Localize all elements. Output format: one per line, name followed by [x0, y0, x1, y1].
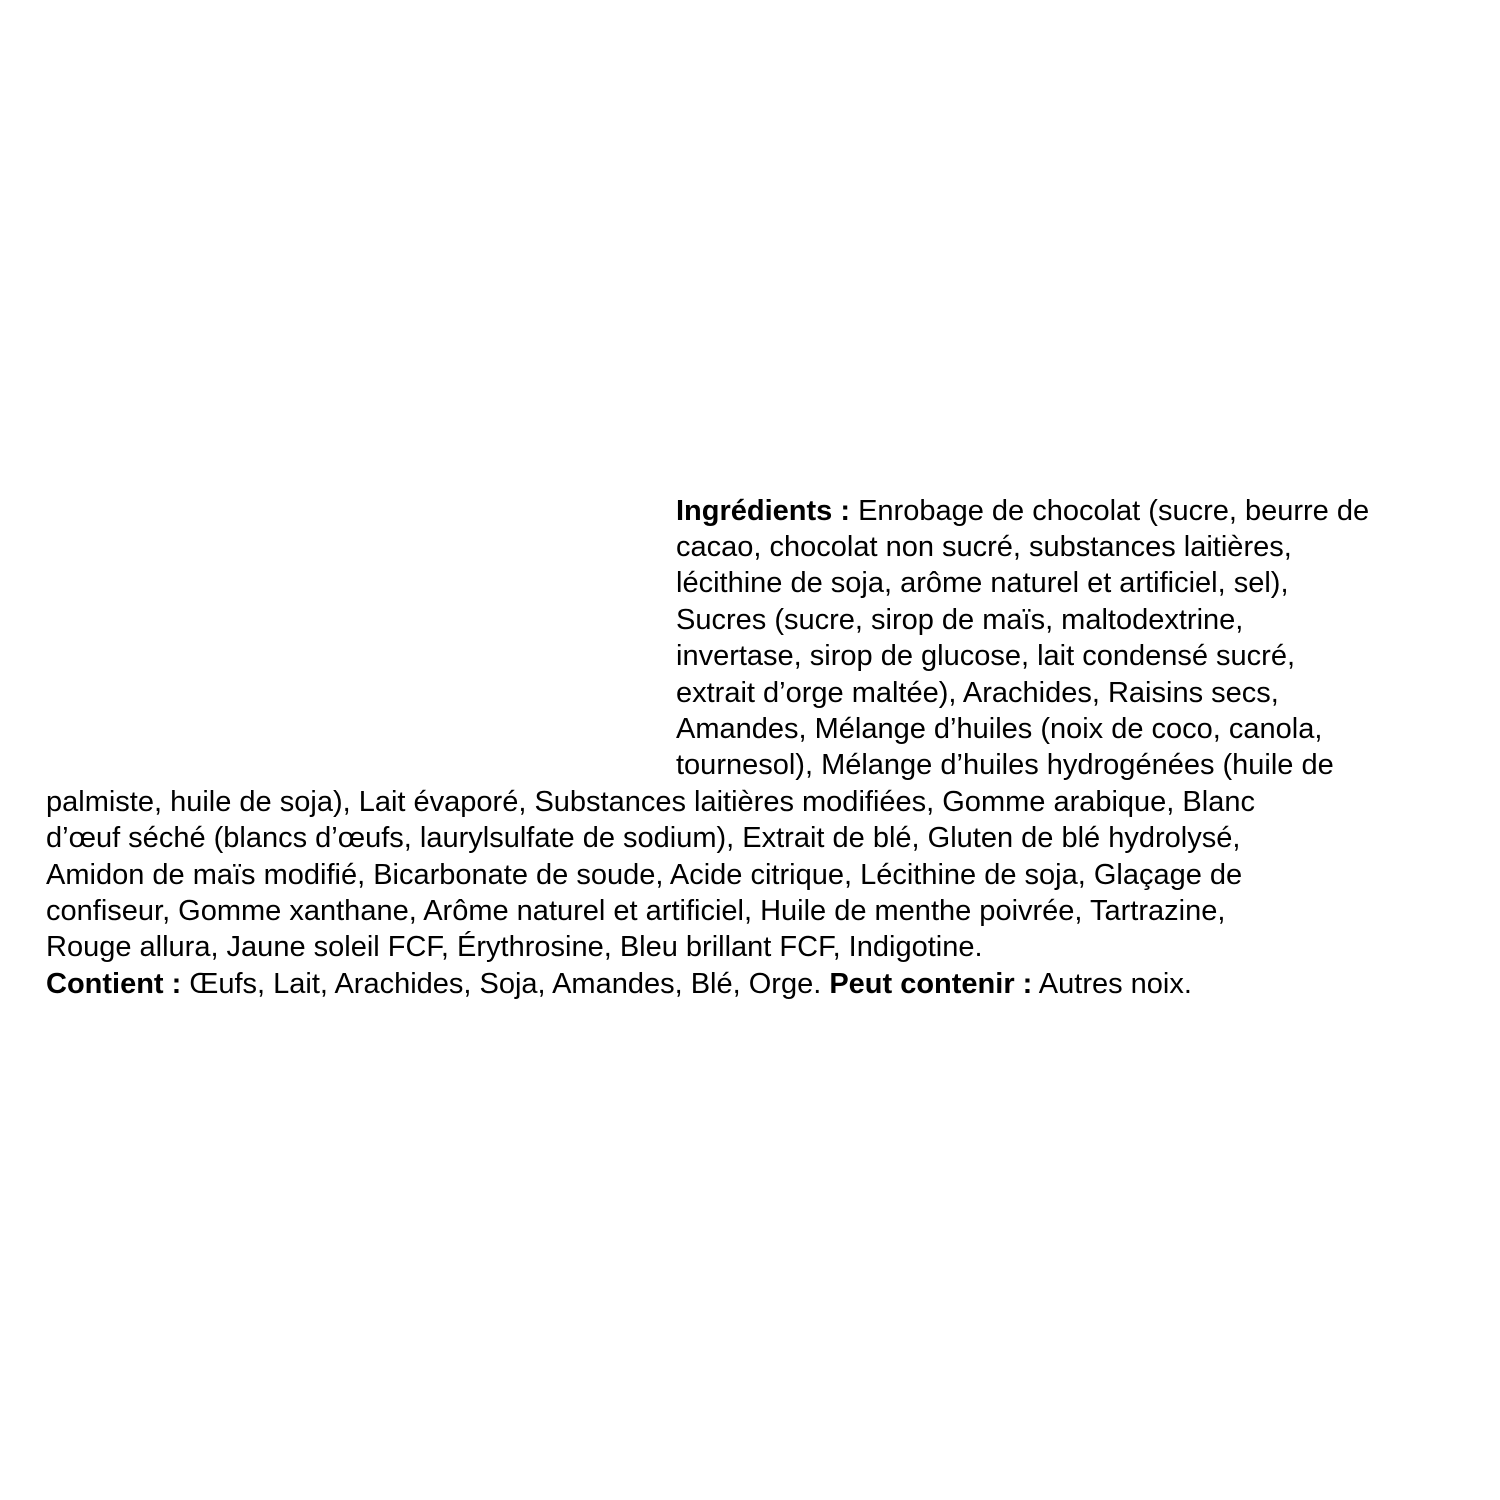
contains-text: Œufs, Lait, Arachides, Soja, Amandes, Blé, Orge.	[181, 968, 830, 1000]
ingredients-line-10: d’œuf séché (blancs d’œufs, laurylsulfate de sodium), Extrait de blé, Gluten de blé hydrolysé,	[46, 822, 1241, 854]
ingredients-line-2: cacao, chocolat non sucré, substances laitières,	[676, 531, 1292, 563]
ingredients-line-12: confiseur, Gomme xanthane, Arôme naturel et artificiel, Huile de menthe poivrée, Tartrazine,	[46, 895, 1226, 927]
ingredients-line-3: lécithine de soja, arôme naturel et artificiel, sel),	[676, 567, 1289, 599]
ingredients-heading: Ingrédients :	[676, 495, 851, 527]
contains-heading: Contient :	[46, 968, 182, 1000]
ingredients-text: Enrobage de chocolat (sucre, beurre de	[850, 495, 1370, 527]
ingredients-line-4: Sucres (sucre, sirop de maïs, maltodextrine,	[676, 604, 1244, 636]
ingredients-line-13: Rouge allura, Jaune soleil FCF, Érythrosine, Bleu brillant FCF, Indigotine.	[46, 931, 983, 963]
ingredients-line-7: Amandes, Mélange d’huiles (noix de coco, canola,	[676, 713, 1323, 745]
ingredients-line-6: extrait d’orge maltée), Arachides, Raisins secs,	[676, 677, 1279, 709]
ingredients-line-5: invertase, sirop de glucose, lait condensé sucré,	[676, 640, 1296, 672]
ingredients-line-9: palmiste, huile de soja), Lait évaporé, Substances laitières modifiées, Gomme arabique, Blanc	[46, 786, 1255, 818]
ingredients-line-8: tournesol), Mélange d’huiles hydrogénées (huile de	[676, 749, 1334, 781]
allergen-statement	[46, 966, 1192, 1002]
may-contain-text: Autres noix.	[1032, 968, 1192, 1000]
ingredients-line-11: Amidon de maïs modifié, Bicarbonate de soude, Acide citrique, Lécithine de soja, Glaçage de	[46, 859, 1243, 891]
ingredients-line-1	[676, 493, 1369, 529]
may-contain-heading: Peut contenir :	[829, 968, 1033, 1000]
